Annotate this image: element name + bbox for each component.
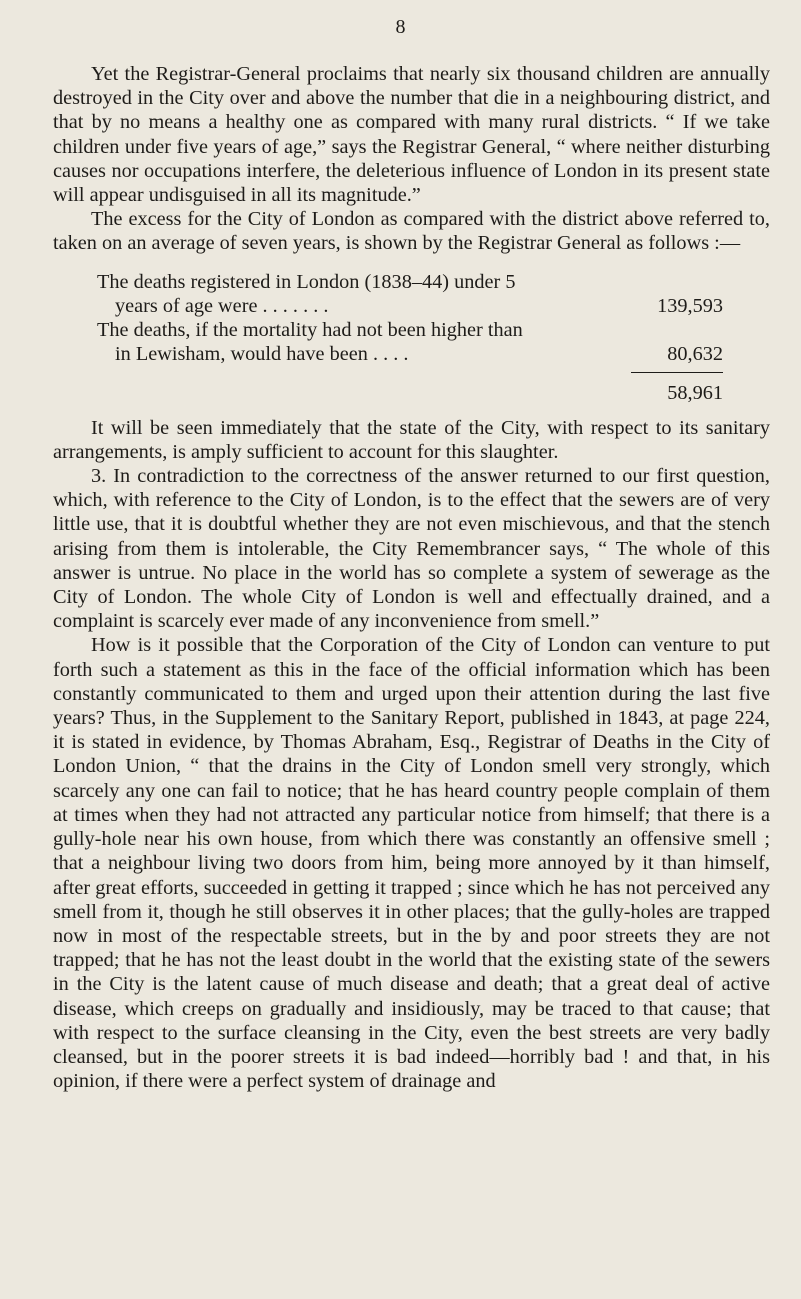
table-row <box>97 270 723 318</box>
sum-rule <box>631 372 723 377</box>
table-row-label-line: The deaths registered in London (1838–44) under 5 <box>97 270 516 293</box>
deaths-table <box>97 270 723 406</box>
paragraph-contradiction: 3. In contradiction to the correctness of the answer returned to our first question, which, with reference to the City of London, is to the effect that the sewers are of very little use, that it is doubtful whether they are not even mischievous, and that the stench arising from them is intolerable, the City Remembrancer says, “ The whole of this answer is untrue. No place in the world has so complete a system of sewerage as the City of London. The whole City of London is well and effectually drained, and a complaint is scarcely ever made of any inconvenience from smell.” <box>53 465 770 633</box>
table-row-value: 80,632 <box>667 343 723 366</box>
table-row-value: 139,593 <box>657 294 723 317</box>
table-row-label-line: in Lewisham, would have been . . . . <box>115 343 409 366</box>
paragraph-registrar-general: Yet the Registrar-General proclaims that nearly six thousand children are annually destroyed in the City over and above the number that die in a neighbouring district, and that by no means a healthy one as compared with many rural districts. “ If we take children under five years of age,” says the Registrar General, “ where neither disturbing causes nor occupations interfere, the deleterious influence of London in its present state will appear undisguised in all its magnitude.” <box>53 63 770 207</box>
table-row-label <box>97 270 613 318</box>
body-text <box>53 62 770 1093</box>
table-total-row <box>97 381 723 405</box>
page-number: 8 <box>395 16 406 38</box>
paragraph-evidence: How is it possible that the Corporation of the City of London can venture to put forth such a statement as this in the face of the official information which has been constantly communicated to them and urged upon their attention during the last five years? Thus, in the Supplement to the Sanitary Report, published in 1843, at page 224, it is stated in evidence, by Thomas Abraham, Esq., Registrar of Deaths in the City of London Union, “ that the drains in the City of London smell very strongly, which scarcely any one can fail to notice; that he has heard country people complain of them at times when they had not attracted any particular notice from himself; that there is a gully-hole near his own house, from which there was constantly an offensive smell ; that a neighbour living two doors from him, being more annoyed by it than himself, after great efforts, succeeded in getting it trapped ; since which he has not perceived any smell from it, though he still observes it in other places; that the gully-holes are trapped now in most of the respectable streets, but in the by and poor streets they are not trapped; that he has not the least doubt in the world that the existing state of the sewers in the City is the latent cause of much disease and death; that a great deal of active disease, which creeps on gradually and insidiously, may be traced to that cause; that with respect to the surface cleansing in the City, even the best streets are very badly cleansed, but in the poorer streets it is bad indeed—horribly bad ! and that, in his opinion, if there were a perfect system of drainage and <box>53 634 770 1093</box>
sum-rule-row <box>97 366 723 377</box>
paragraph-slaughter: It will be seen immediately that the state of the City, with respect to its sanitary arrangements, is amply sufficient to account for this slaughter. <box>53 416 770 463</box>
table-row <box>97 318 723 366</box>
table-row-label-line: years of age were . . . . . . . <box>115 294 329 317</box>
table-row-label-line: The deaths, if the mortality had not been higher than <box>97 319 523 342</box>
table-row-label <box>97 318 613 366</box>
table-total-value: 58,961 <box>667 382 723 405</box>
paragraph-excess: The excess for the City of London as compared with the district above referred to, taken on an average of seven years, is shown by the Registrar General as follows :— <box>53 208 770 255</box>
